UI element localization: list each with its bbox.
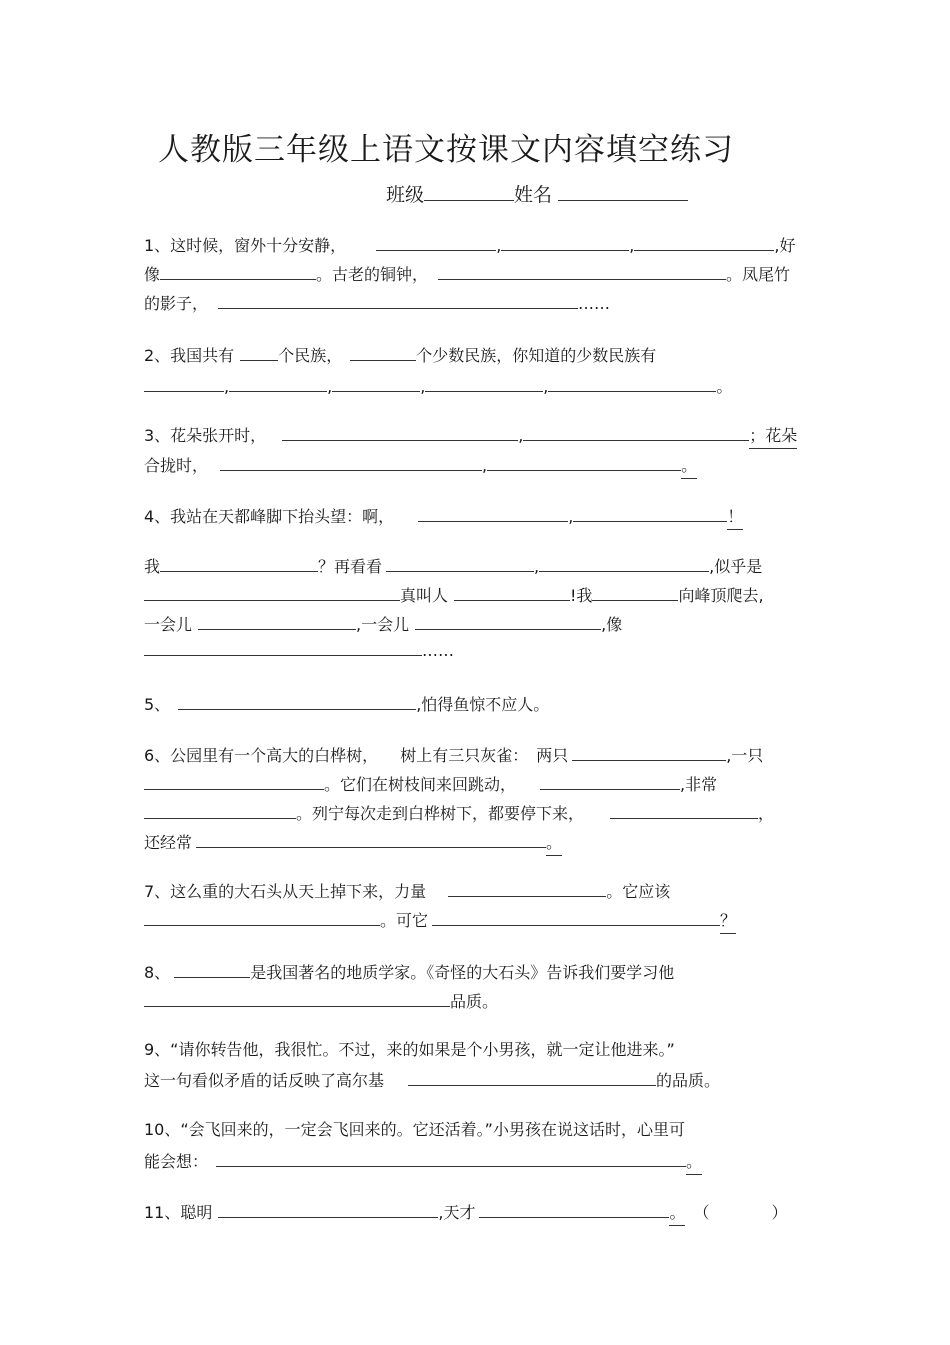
q6-blank[interactable] — [144, 799, 296, 819]
q4-text: 4、我站在天都峰脚下抬头望：啊， — [144, 507, 395, 526]
q11-text: ,天才 — [438, 1203, 476, 1222]
class-name-line — [386, 180, 688, 207]
q8-line1 — [144, 958, 674, 982]
q1-text: 的影子， — [144, 294, 209, 313]
q10-text: 能会想： — [144, 1152, 209, 1171]
q4-text: 一会儿 — [144, 615, 193, 634]
q6-blank[interactable] — [572, 741, 726, 761]
q11-line1 — [144, 1198, 788, 1222]
q4-blank[interactable] — [539, 552, 709, 572]
q2-text: 2、我国共有 — [144, 346, 235, 365]
q5-text: ,怕得鱼惊不应人。 — [416, 695, 550, 714]
q4-text: ,像 — [601, 615, 623, 634]
q6-line2 — [144, 770, 717, 794]
q4-line2: 我 ？再看看 , ,似乎是 — [144, 552, 762, 576]
q4-blank[interactable] — [144, 636, 422, 656]
q1-line1: 1、这时候，窗外十分安静， , , ,好 — [144, 231, 795, 255]
q4-text: …… — [422, 641, 454, 660]
q2-blank[interactable] — [425, 372, 543, 392]
q2-blank[interactable] — [350, 341, 416, 361]
q6-line3 — [144, 799, 774, 823]
q10-text: 10、“会飞回来的，一定会飞回来的。它还活着。”小男孩在说这话时，心里可 — [144, 1120, 685, 1139]
q9-line2 — [144, 1066, 720, 1090]
q11-text: ） — [771, 1203, 788, 1222]
q4-text: ！ — [727, 505, 743, 530]
q3-line2: 合拢时， , 。 — [144, 451, 697, 475]
q6-blank[interactable] — [144, 770, 324, 790]
q7-blank[interactable] — [432, 906, 720, 926]
q1-text: ,好 — [774, 236, 796, 255]
q8-text: 8、 — [144, 963, 171, 982]
q7-text: ？ — [720, 909, 736, 934]
q3-text: 。 — [681, 454, 697, 479]
q4-blank[interactable] — [454, 581, 570, 601]
q4-text: ,一会儿 — [356, 615, 410, 634]
q6-text: 。 — [546, 831, 562, 856]
q4-line1: 4、我站在天都峰脚下抬头望：啊， , ！ — [144, 502, 743, 526]
q4-blank[interactable] — [144, 581, 400, 601]
class-blank[interactable] — [424, 181, 514, 201]
q4-blank[interactable] — [198, 610, 356, 630]
q4-text: ,似乎是 — [709, 557, 763, 576]
q4-blank[interactable] — [160, 552, 318, 572]
q4-text: 真叫人 — [400, 586, 449, 605]
q3-blank[interactable] — [487, 451, 681, 471]
q11-text: 11、聪明 — [144, 1203, 213, 1222]
q7-text: 7、这么重的大石头从天上掉下来，力量 — [144, 882, 427, 901]
q9-blank[interactable] — [408, 1066, 656, 1086]
q2-blank[interactable] — [240, 341, 278, 361]
q2-blank[interactable] — [144, 372, 224, 392]
q6-text: 还经常 — [144, 833, 193, 852]
q8-line2 — [144, 987, 498, 1011]
q10-line2 — [144, 1147, 702, 1171]
q4-text: 向峰顶爬去, — [678, 586, 764, 605]
q6-line1 — [144, 741, 763, 765]
q1-text: 。古老的铜钟， — [316, 265, 429, 284]
q4-text: !我 — [570, 586, 593, 605]
q1-blank[interactable] — [501, 231, 629, 251]
q2-text: 个少数民族，你知道的少数民族有 — [416, 346, 657, 365]
q1-text: …… — [578, 294, 611, 313]
q4-blank[interactable] — [573, 502, 727, 522]
q10-line1 — [144, 1118, 685, 1142]
q3-blank[interactable] — [282, 421, 518, 441]
q2-text: 。 — [716, 377, 733, 396]
q2-blank[interactable] — [332, 372, 420, 392]
q11-text: （ — [693, 1203, 710, 1222]
q9-text: 的品质。 — [656, 1071, 721, 1090]
q2-blank[interactable] — [229, 372, 327, 392]
q1-text: 像 — [144, 265, 161, 284]
q5-line1 — [144, 690, 549, 714]
q3-blank[interactable] — [523, 421, 749, 441]
name-label: 姓名 — [514, 184, 553, 206]
q11-blank[interactable] — [218, 1198, 438, 1218]
q6-text: 两只 — [536, 746, 569, 765]
q1-blank[interactable] — [376, 231, 496, 251]
q1-text: 1、这时候，窗外十分安静， — [144, 236, 347, 255]
q2-line1 — [144, 341, 656, 365]
q6-text: 。列宁每次走到白桦树下，都要停下来， — [296, 804, 585, 823]
q2-text: 个民族， — [278, 346, 343, 365]
q10-text: 。 — [686, 1150, 702, 1175]
q2-line2: , , , , 。 — [144, 372, 732, 396]
q6-blank[interactable] — [540, 770, 680, 790]
q9-text: 9、“请你转告他，我很忙。不过，来的如果是个小男孩，就一定让他进来。” — [144, 1040, 675, 1059]
q1-blank[interactable] — [160, 260, 316, 280]
q4-blank[interactable] — [592, 581, 678, 601]
q6-text: ,非常 — [680, 775, 718, 794]
q9-line1 — [144, 1038, 675, 1062]
page-title: 人教版三年级上语文按课文内容填空练习 — [158, 132, 734, 168]
q6-blank[interactable] — [610, 799, 758, 819]
q3-text: 3、花朵张开时， — [144, 426, 267, 445]
q7-text: 。它应该 — [606, 882, 671, 901]
q4-line5 — [144, 636, 454, 660]
q6-text: 树上有三只灰雀： — [400, 746, 529, 765]
q1-blank[interactable] — [438, 260, 726, 280]
q6-text: ,一只 — [726, 746, 764, 765]
q3-blank[interactable] — [220, 451, 482, 471]
q1-line2 — [144, 260, 790, 284]
q4-blank[interactable] — [386, 552, 534, 572]
q4-line4 — [144, 610, 622, 634]
q8-blank[interactable] — [174, 958, 250, 978]
q11-text: 。 — [669, 1201, 685, 1226]
q4-text: 我 — [144, 557, 161, 576]
q1-blank[interactable] — [634, 231, 774, 251]
q7-blank[interactable] — [448, 877, 606, 897]
q4-text: ？再看看 — [318, 557, 383, 576]
q7-line2 — [144, 906, 736, 930]
q8-blank[interactable] — [144, 987, 450, 1007]
q7-line1 — [144, 877, 670, 901]
q4-blank[interactable] — [415, 610, 601, 630]
q5-text: 5、 — [144, 695, 171, 714]
q6-text: 6、公园里有一个高大的白桦树， — [144, 746, 379, 765]
q1-line3 — [144, 289, 610, 313]
q8-text: 是我国著名的地质学家。《奇怪的大石头》告诉我们要学习他 — [250, 963, 675, 982]
class-label: 班级 — [386, 184, 425, 206]
q9-text: 这一句看似矛盾的话反映了高尔基 — [144, 1071, 385, 1090]
q3-line1: 3、花朵张开时， , ；花朵 — [144, 421, 797, 445]
q4-line3 — [144, 581, 764, 605]
q6-line4 — [144, 828, 562, 852]
q3-text: ；花朵 — [749, 424, 797, 449]
q6-text: ， — [758, 804, 775, 823]
q1-blank[interactable] — [218, 289, 578, 309]
q7-text: 。可它 — [380, 911, 429, 930]
q11-blank[interactable] — [479, 1198, 669, 1218]
q4-blank[interactable] — [418, 502, 568, 522]
name-blank[interactable] — [558, 181, 688, 201]
q7-blank[interactable] — [144, 906, 380, 926]
q8-text: 品质。 — [450, 992, 499, 1011]
q2-blank[interactable] — [548, 372, 716, 392]
q6-text: 。它们在树枝间来回跳动， — [324, 775, 517, 794]
q1-text: 。凤尾竹 — [726, 265, 791, 284]
q6-blank[interactable] — [196, 828, 546, 848]
q5-blank[interactable] — [178, 690, 416, 710]
q10-blank[interactable] — [216, 1147, 686, 1167]
q3-text: 合拢时， — [144, 456, 209, 475]
